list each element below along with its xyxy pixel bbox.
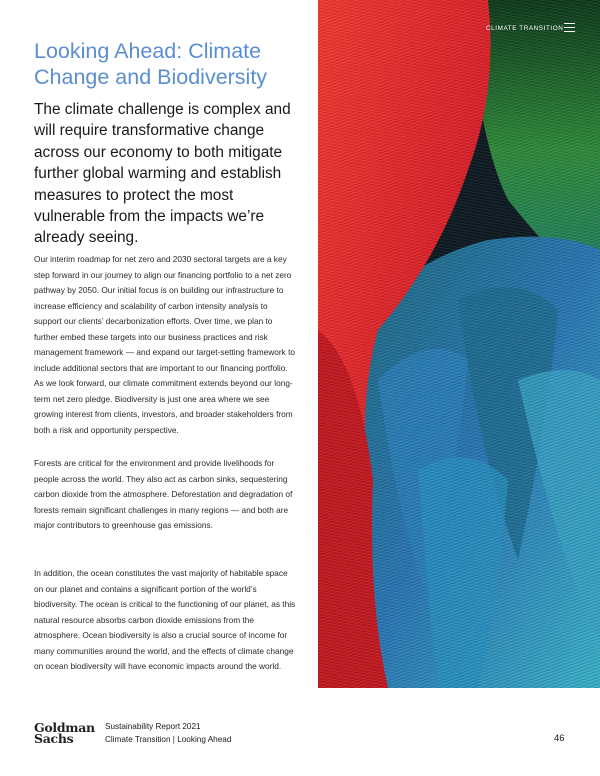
section-tag: CLIMATE TRANSITION [486,25,564,32]
logo-line: Sachs [34,731,74,746]
hamburger-menu-icon[interactable] [564,22,575,33]
lead-paragraph: The climate challenge is complex and will require transformative change across our economy to both mitigate further global warming and establish measures to protect the most vulnerable from the impacts we’re already seeing. [34,101,291,247]
goldman-sachs-logo [34,722,95,744]
report-section: Climate Transition | Looking Ahead [105,735,232,744]
page-title: Looking Ahead: Climate Change and Biodiversity [34,39,268,89]
body-paragraph: Forests are critical for the environment and provide livelihoods for people across the world. They also act as carbon sinks, sequestering carbon dioxide from the atmosphere. Deforestation and degradation of forests remain significant challenges in many regions — and both are major contributors to greenhouse gas emissions. [34,458,293,530]
page-number: 46 [554,733,565,744]
report-name: Sustainability Report 2021 [105,722,201,731]
body-paragraph: Our interim roadmap for net zero and 2030 sectoral targets are a key step forward in our journey to align our financing portfolio to a net zero pathway by 2050. Our initial focus is on building our infrastructure to increase efficiency and scalability of carbon intensity analysis to support our clients’ decarbonization efforts. Over time, we plan to further embed these targets into our business practices and risk management framework — and expand our target-setting framework to include additional sectors that are important to our financing portfolio. As we look forward, our climate commitment extends beyond our long-term net zero pledge. Biodiversity is just one area where we see growing interest from clients, investors, and broader stakeholders from both a risk and opportunity perspective. [34,254,296,435]
body-paragraph: In addition, the ocean constitutes the vast majority of habitable space on our planet and contains a significant portion of the world’s biodiversity. The ocean is critical to the functioning of our planet, as this natural resource absorbs carbon dioxide emissions from the atmosphere. Ocean biodiversity is also a crucial source of income for many communities around the world, and the effects of climate change on ocean biodiversity will have economic impacts around the world. [34,568,296,671]
logo-line: Goldman [34,720,95,735]
feathers-photo [318,0,600,688]
